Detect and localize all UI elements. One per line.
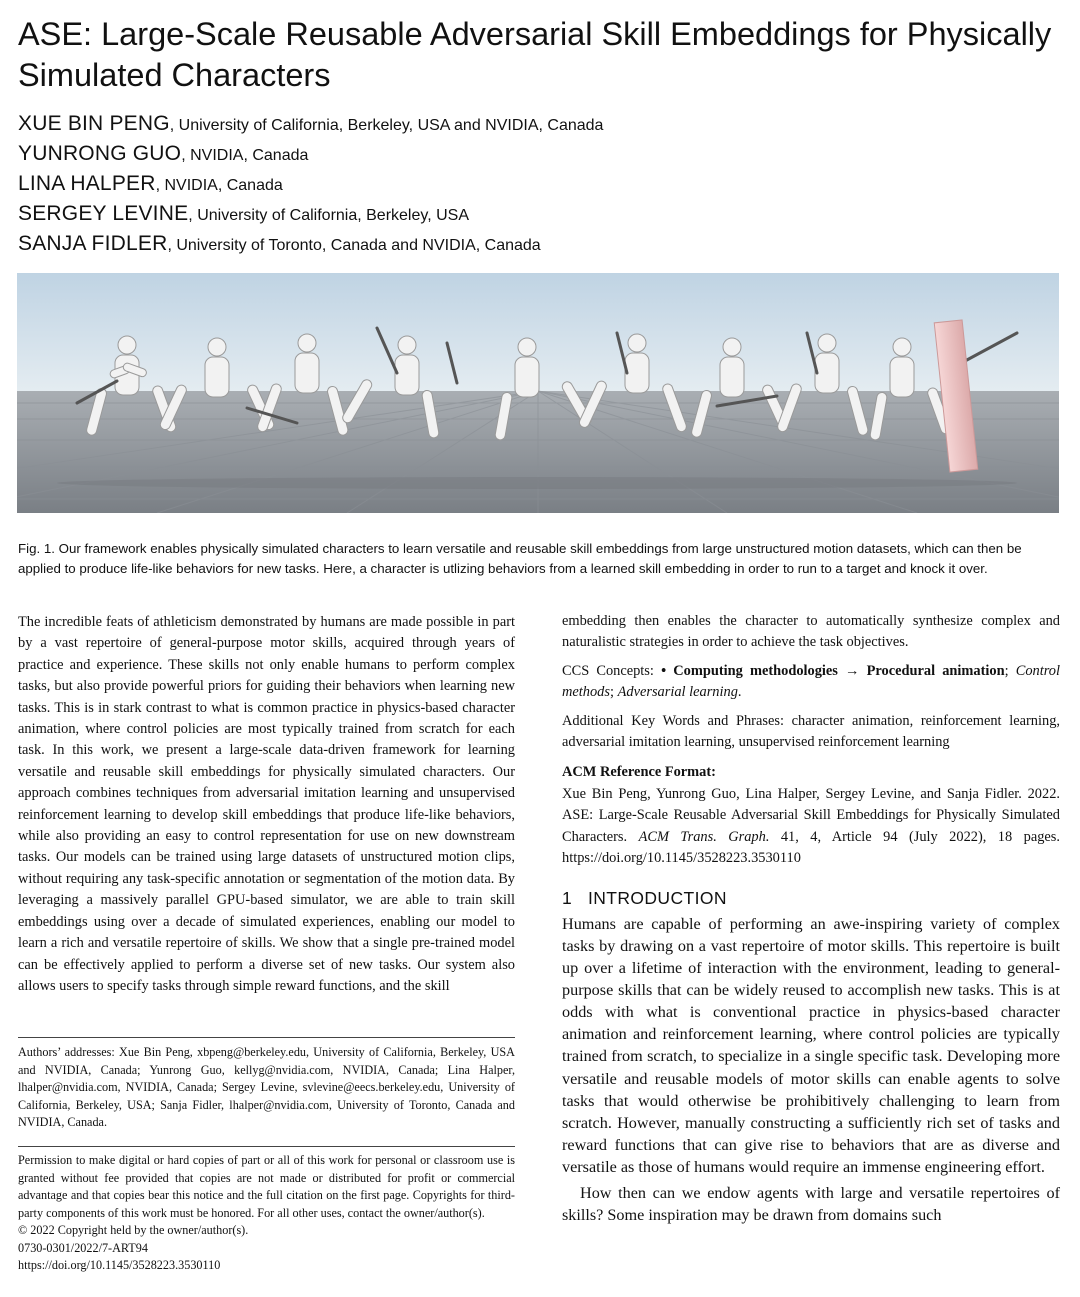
author-affiliation: , NVIDIA, Canada (155, 177, 283, 194)
ccs-sep: ; (1004, 662, 1016, 679)
acm-reference-journal: ACM Trans. Graph. (638, 828, 770, 845)
intro-paragraph: How then can we endow agents with large and versatile repertoires of skills? Some inspiration may be drawn from domains such (562, 1184, 1060, 1225)
permission-divider (18, 1146, 515, 1147)
acm-reference-heading: ACM Reference Format: (562, 764, 716, 781)
author-line (18, 170, 1058, 200)
author-addresses-text: Authors’ addresses: Xue Bin Peng, xbpeng@berkeley.edu, University of California, Berkeley, USA and NVIDIA, Canada; Yunrong Guo, kellyg@nvidia.com, NVIDIA, Canada; Lina Halper, lhalper@nvidia.com, NVIDIA, Canada; Sergey Levine, svlevine@eecs.berkeley.edu, University of California, Berkeley, USA; Sanja Fidler, lhalper@nvidia.com, University of Toronto, Canada and NVIDIA, Canada. (18, 1045, 515, 1129)
keywords: Additional Key Words and Phrases: character animation, reinforcement learning, adversarial imitation learning, unsupervised reinforcement learning (562, 712, 1060, 751)
paper-title: ASE: Large-Scale Reusable Adversarial Skill Embeddings for Physically Simulated Characters (18, 16, 1052, 93)
author-affiliation: , NVIDIA, Canada (181, 147, 309, 164)
section-title: INTRODUCTION (587, 888, 727, 909)
permission-text: Permission to make digital or hard copies of part or all of this work for personal or classroom use is granted without fee provided that copies are not made or distributed for profit or commercial advantage and that copies bear this notice and the full citation on the first page. Copyrights for third-party components of this work must be honored. For all other uses, contact the owner/author(s). (18, 1153, 515, 1220)
ccs-concepts (562, 661, 1060, 704)
ccs-sep: ; (609, 684, 618, 701)
author-affiliation: , University of Toronto, Canada and NVIDIA, Canada (167, 237, 541, 254)
ccs-concept: Computing methodologies → Procedural animation (673, 662, 1005, 679)
author-name: SERGEY LEVINE (18, 202, 189, 225)
author-name: LINA HALPER (18, 172, 156, 195)
acm-reference-text: 41, 4, Article 94 (July 2022), 18 pages. https://doi.org/10.1145/3528223.3530110 (562, 828, 1060, 867)
teaser-figure (17, 273, 1059, 513)
ccs-bullet: • (661, 662, 674, 679)
author-name: YUNRONG GUO (18, 142, 182, 165)
ccs-sub-concept: Adversarial learning (617, 684, 738, 701)
author-name: SANJA FIDLER (18, 232, 168, 255)
author-line (18, 110, 1058, 140)
author-affiliation: , University of California, Berkeley, USA (188, 207, 469, 224)
abstract-text: The incredible feats of athleticism demonstrated by humans are made possible in part by a vast repertoire of general-purpose motor skills, acquired through years of practice and experience. These skills not only enable humans to perform complex tasks, but also provide powerful priors for guiding their behaviors when learning new tasks. This is in stark contrast to what is common practice in physics-based character animation, where control policies are most typically trained from scratch for each task. In this work, we present a large-scale data-driven framework for learning versatile and reusable skill embeddings for physically simulated characters. Our approach combines techniques from adversarial imitation learning and unsupervised reinforcement learning to develop skill embeddings that produce life-like behaviors, while also providing an easy to control representation for use on new downstream tasks. Our models can be trained using large datasets of unstructured motion clips, without requiring any task-specific annotation or segmentation of the motion data. By leveraging a massively parallel GPU-based simulator, we are able to train skill embeddings using over a decade of simulated experiences, enabling our model to learn a rich and versatile repertoire of skills. We show that a single pre-trained model can be effectively applied to perform a diverse set of new tasks. Our system also allows users to specify tasks through simple reward functions, and the skill (18, 614, 515, 994)
author-affiliation: , University of California, Berkeley, USA and NVIDIA, Canada (169, 117, 604, 134)
author-line (18, 200, 1058, 230)
ccs-label: CCS Concepts: (562, 662, 662, 679)
abstract-continued: embedding then enables the character to automatically synthesize complex and naturalistic strategies in order to achieve the task objectives. (562, 613, 1060, 651)
permission-block (18, 1152, 515, 1275)
copyright-text: © 2022 Copyright held by the owner/author(s). (18, 1223, 249, 1237)
acm-reference-text: Xue Bin Peng, Yunrong Guo, Lina Halper, Sergey Levine, and Sanja Fidler. 2022. ASE: Large-Scale Reusable Adversarial Skill Embeddings for Physically Simulated Characters. (562, 785, 1060, 845)
right-column (562, 611, 1060, 1226)
teaser-illustration (17, 273, 1059, 513)
author-addresses (18, 1044, 515, 1132)
section-heading (562, 888, 1060, 909)
acm-reference (562, 762, 1060, 869)
issn-text: 0730-0301/2022/7-ART94 (18, 1240, 148, 1255)
doi-text: https://doi.org/10.1145/3528223.3530110 (18, 1258, 221, 1272)
ccs-end: . (737, 684, 742, 701)
ccs-sub-concept: Control methods (562, 662, 1060, 701)
section-number: 1 (562, 888, 573, 909)
author-list (18, 110, 1058, 260)
footnote-divider (18, 1037, 515, 1038)
author-line (18, 140, 1058, 170)
left-column (18, 612, 515, 997)
author-name: XUE BIN PENG (18, 112, 170, 135)
figure-caption: Fig. 1. Our framework enables physically simulated characters to learn versatile and reusable skill embeddings from large unstructured motion datasets, which can then be applied to produce life-like behaviors for new tasks. Here, a character is utlizing behaviors from a learned skill embedding in order to run to a target and knock it over. (18, 541, 1022, 576)
intro-paragraph: Humans are capable of performing an awe-inspiring variety of complex tasks by drawing on a vast repertoire of motor skills. This repertoire is built up over a lifetime of interaction with the environment, leading to general-purpose skills that can be widely reused to accomplish new tasks. This is at odds with what is conventional practice in physics-based character animation and reinforcement learning, where control policies are typically trained from scratch, to specialize in a single specific task. Developing more versatile and reusable models of motor skills can enable agents to solve tasks that would otherwise be prohibitively challenging to learn from scratch. However, manually constructing a sufficiently rich set of tasks and reward functions that can give rise to behaviors that are as diverse and versatile as those of humans would require an immense engineering effort. (562, 914, 1060, 1176)
author-line (18, 230, 1058, 260)
